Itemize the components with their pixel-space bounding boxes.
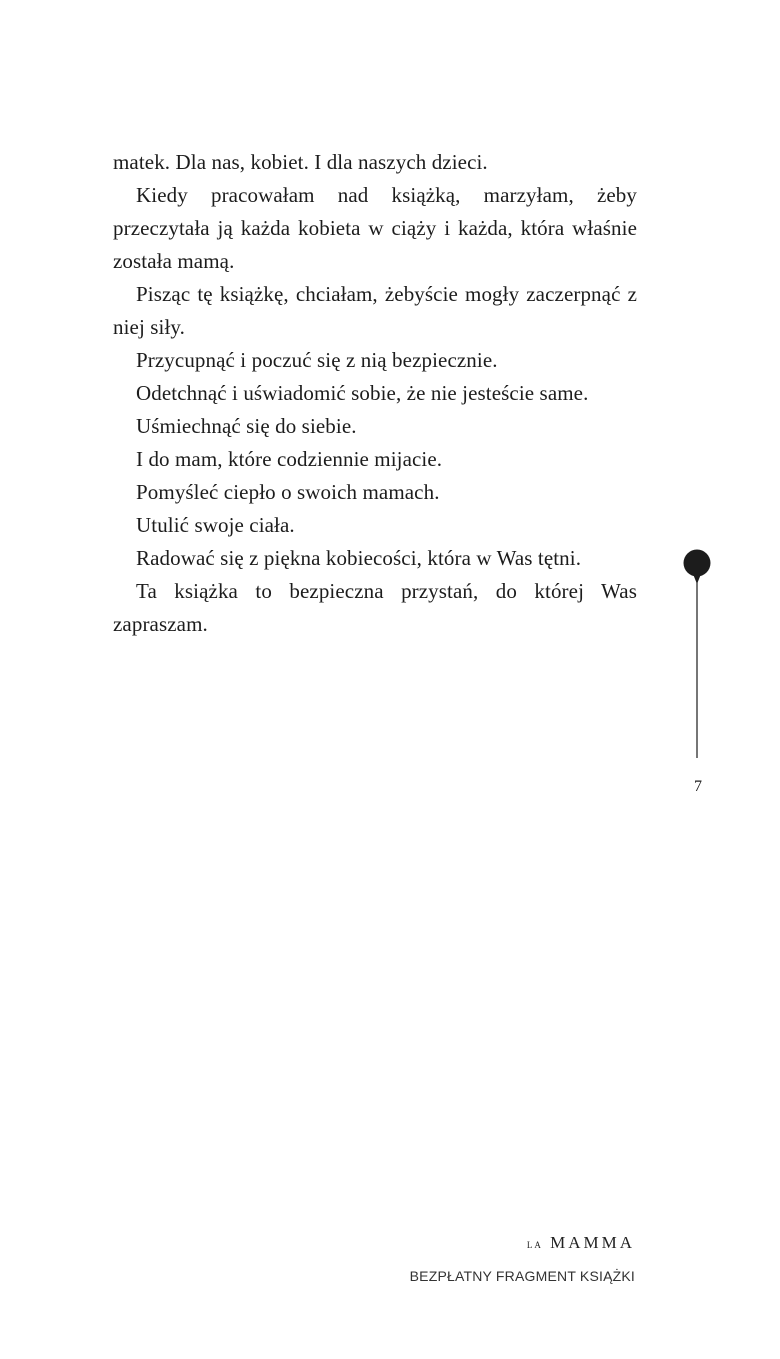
paragraph-11: Ta książka to bezpieczna przystań, do której Was zapraszam. bbox=[113, 579, 637, 636]
paragraph-7: I do mam, które codziennie mijacie. bbox=[136, 447, 443, 471]
brand-prefix: LA bbox=[526, 1240, 543, 1250]
paragraph-2: Kiedy pracowałam nad książką, marzyłam, żeby przeczytała ją każda kobieta w ciąży i każda, która właśnie została mamą. bbox=[113, 183, 637, 273]
page-number: 7 bbox=[694, 778, 702, 795]
body-text bbox=[113, 146, 637, 641]
paragraph-4: Przycupnąć i poczuć się z nią bezpiecznie. bbox=[136, 348, 498, 372]
paragraph-1: matek. Dla nas, kobiet. I dla naszych dzieci. bbox=[113, 150, 488, 174]
free-fragment-note: BEZPŁATNY FRAGMENT KSIĄŻKI bbox=[409, 1268, 635, 1284]
brand-logo bbox=[527, 1232, 635, 1256]
paragraph-9: Utulić swoje ciała. bbox=[136, 513, 295, 537]
balloon-icon bbox=[682, 547, 714, 763]
paragraph-5: Odetchnąć i uświadomić sobie, że nie jesteście same. bbox=[136, 381, 589, 405]
paragraph-6: Uśmiechnąć się do siebie. bbox=[136, 414, 357, 438]
paragraph-3: Pisząc tę książkę, chciałam, żebyście mogły zaczerpnąć z niej siły. bbox=[113, 282, 637, 339]
paragraph-8: Pomyśleć ciepło o swoich mamach. bbox=[136, 480, 440, 504]
brand-name: MAMMA bbox=[550, 1233, 635, 1252]
paragraph-10: Radować się z piękna kobiecości, która w Was tętni. bbox=[136, 546, 582, 570]
